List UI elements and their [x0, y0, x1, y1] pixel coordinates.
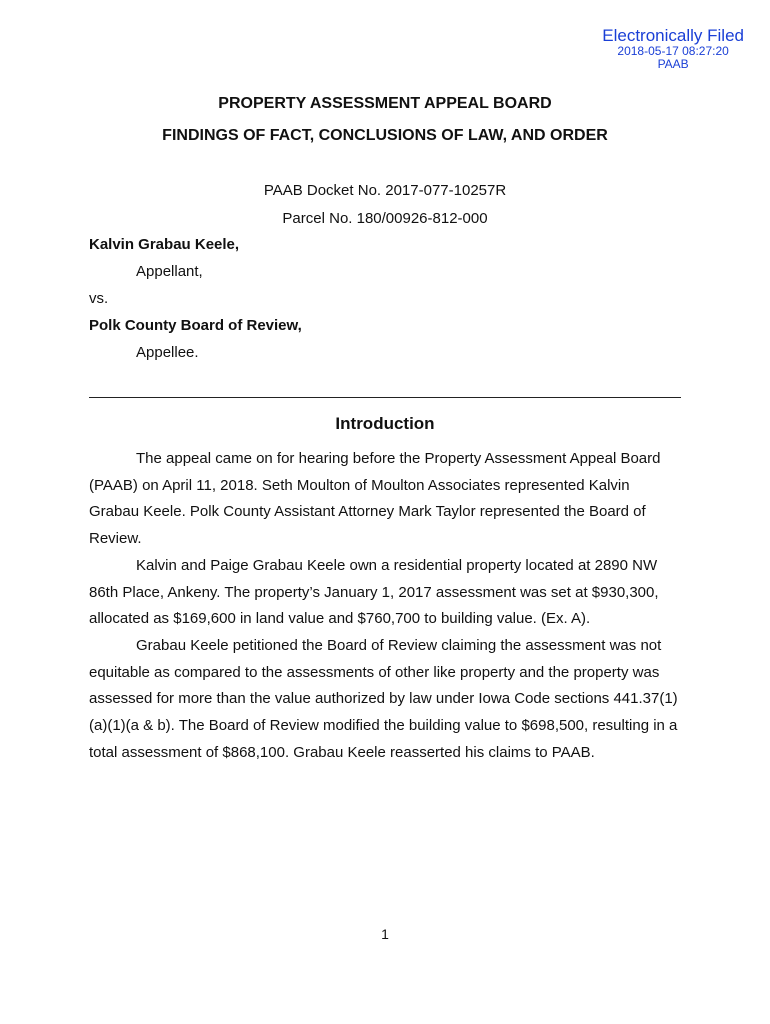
section-heading: Introduction — [335, 414, 435, 433]
page-number: 1 — [381, 926, 389, 942]
document-title: FINDINGS OF FACT, CONCLUSIONS OF LAW, AND ORDER — [162, 127, 608, 144]
board-title: PROPERTY ASSESSMENT APPEAL BOARD — [218, 95, 552, 112]
appellant-role: Appellant, — [136, 263, 203, 280]
stamp-label: Electronically Filed — [602, 26, 744, 45]
appellee-role: Appellee. — [136, 344, 199, 361]
section-divider — [89, 397, 681, 398]
body-paragraph: The appeal came on for hearing before the Property Assessment Appeal Board (PAAB) on April 11, 2018. Seth Moulton of Moulton Associates represented Kalvin Grabau Keele. Polk County Assistant Attorney Mark Taylor represented the Board of Review. — [89, 450, 661, 548]
section-body — [89, 446, 679, 766]
body-paragraph: Kalvin and Paige Grabau Keele own a residential property located at 2890 NW 86th Place, Ankeny. The property’s January 1, 2017 assessment was set at $930,300, allocated as $169,600 in land value and $760,700 to building value. (Ex. A). — [89, 556, 659, 628]
appellant-name: Kalvin Grabau Keele, — [89, 236, 240, 253]
stamp-agency: PAAB — [657, 57, 689, 71]
stamp-timestamp: 2018-05-17 08:27:20 — [617, 44, 729, 58]
body-paragraph: Grabau Keele petitioned the Board of Review claiming the assessment was not equitable as compared to the assessments of other like property and the property was assessed for more than the value authorized by law under Iowa Code sections 441.37(1)(a)(1)(a & b). The Board of Review modified the building value to $698,500, resulting in a total assessment of $868,100. Grabau Keele reasserted his claims to PAAB. — [89, 636, 678, 761]
docket-number: PAAB Docket No. 2017-077-10257R — [263, 182, 507, 199]
versus-label: vs. — [89, 290, 109, 307]
parcel-number: Parcel No. 180/00926-812-000 — [282, 210, 488, 227]
electronic-filing-stamp — [602, 27, 744, 70]
appellee-name: Polk County Board of Review, — [89, 317, 302, 334]
